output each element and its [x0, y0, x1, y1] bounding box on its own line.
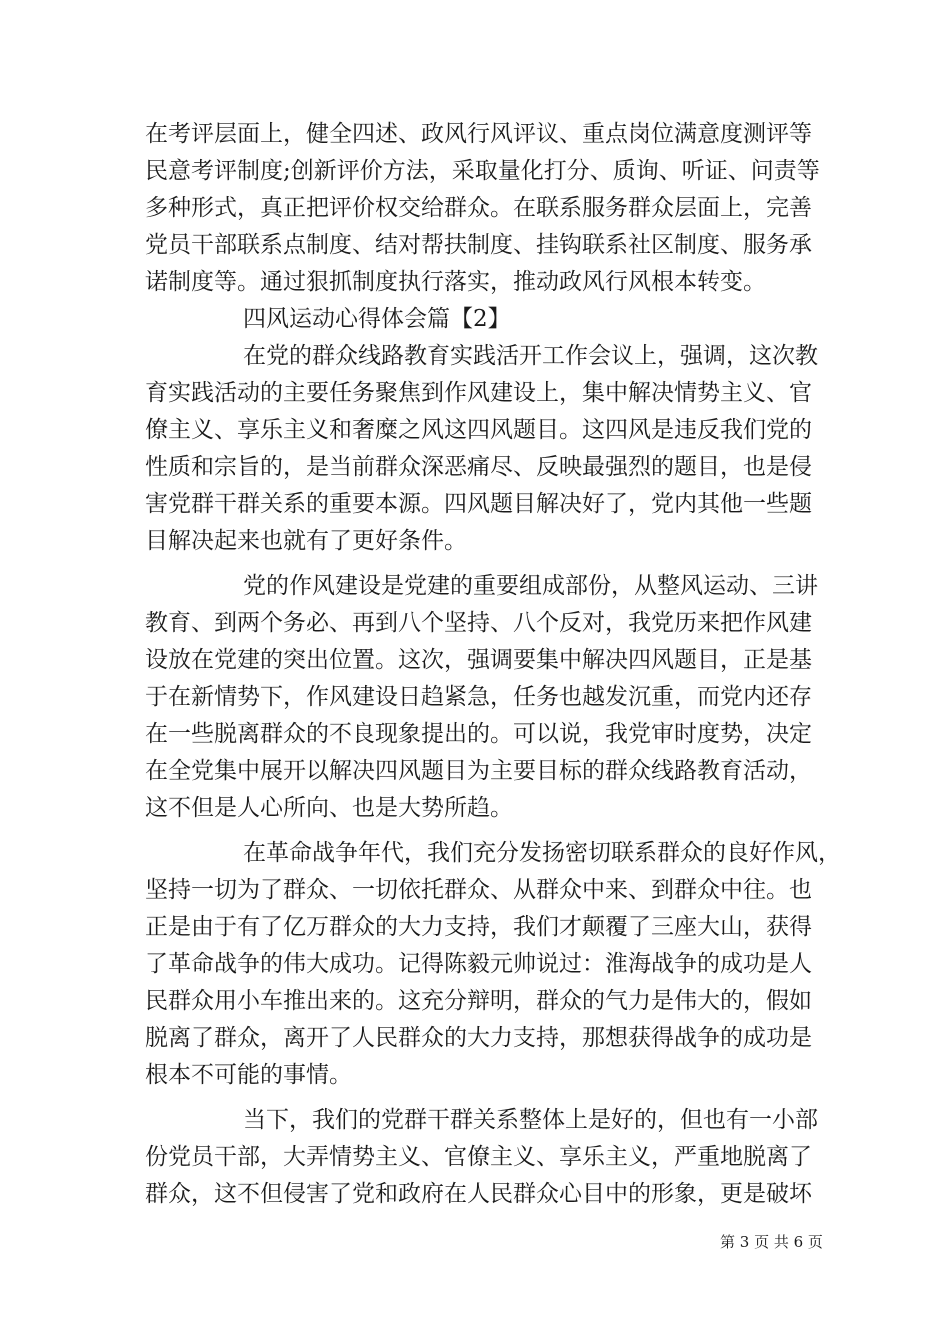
paragraph	[145, 116, 820, 301]
text-line: 正是由于有了亿万群众的大力支持，我们才颠覆了三座大山，获得	[145, 914, 812, 940]
text-line: 僚主义、享乐主义和奢糜之风这四风题目。这四风是违反我们党的	[145, 417, 812, 443]
paragraph	[145, 1102, 818, 1213]
text-line: 民群众用小车推出来的。这充分辩明，群众的气力是伟大的，假如	[145, 988, 812, 1014]
text-line: 诺制度等。通过狠抓制度执行落实，推动政风行风根本转变。	[145, 269, 766, 295]
text-line: 根本不可能的事情。	[145, 1062, 352, 1088]
page-number: 第 3 页 共 6 页	[720, 1233, 823, 1251]
paragraph	[145, 338, 818, 560]
section-heading: 四风运动心得体会篇【2】	[243, 306, 511, 332]
text-line: 目解决起来也就有了更好条件。	[145, 528, 467, 554]
text-line: 在党的群众线路教育实践活开工作会议上，强调，这次教	[243, 343, 818, 369]
text-line: 民意考评制度;创新评价方法，采取量化打分、质询、听证、问责等	[145, 158, 820, 184]
text-line: 坚持一切为了群众、一切依托群众、从群众中来、到群众中往。也	[145, 877, 812, 903]
paragraph-spacer	[145, 560, 810, 568]
paragraph	[145, 568, 818, 827]
text-line: 脱离了群众，离开了人民群众的大力支持，那想获得战争的成功是	[145, 1025, 812, 1051]
text-line: 于在新情势下，作风建设日趋紧急，任务也越发沉重，而党内还存	[145, 684, 812, 710]
paragraph	[145, 835, 841, 1094]
text-line: 在考评层面上，健全四述、政风行风评议、重点岗位满意度测评等	[145, 121, 812, 147]
text-line: 在革命战争年代，我们充分发扬密切联系群众的良好作风，	[243, 840, 841, 866]
text-line: 设放在党建的突出位置。这次，强调要集中解决四风题目，正是基	[145, 647, 812, 673]
text-line: 群众，这不但侵害了党和政府在人民群众心目中的形象，更是破坏	[145, 1181, 812, 1207]
text-line: 多种形式，真正把评价权交给群众。在联系服务群众层面上，完善	[145, 195, 812, 221]
text-line: 害党群干群关系的重要本源。四风题目解决好了，党内其他一些题	[145, 491, 812, 517]
text-line: 党员干部联系点制度、结对帮扶制度、挂钩联系社区制度、服务承	[145, 232, 812, 258]
text-line: 育实践活动的主要任务聚焦到作风建设上，集中解决情势主义、官	[145, 380, 812, 406]
text-line: 教育、到两个务必、再到八个坚持、八个反对，我党历来把作风建	[145, 610, 812, 636]
document-body	[145, 116, 841, 1213]
text-line: 在全党集中展开以解决四风题目为主要目标的群众线路教育活动，	[145, 758, 812, 784]
text-line: 性质和宗旨的，是当前群众深恶痛尽、反映最强烈的题目，也是侵	[145, 454, 812, 480]
text-line: 党的作风建设是党建的重要组成部份，从整风运动、三讲	[243, 573, 818, 599]
text-line: 份党员干部，大弄情势主义、官僚主义、享乐主义，严重地脱离了	[145, 1144, 812, 1170]
text-line: 这不但是人心所向、也是大势所趋。	[145, 795, 513, 821]
paragraph-spacer	[145, 827, 810, 835]
paragraph-spacer	[145, 1094, 810, 1102]
text-line: 在一些脱离群众的不良现象提出的。可以说，我党审时度势，决定	[145, 721, 812, 747]
text-line: 当下，我们的党群干群关系整体上是好的，但也有一小部	[243, 1107, 818, 1133]
text-line: 了革命战争的伟大成功。记得陈毅元帅说过：淮海战争的成功是人	[145, 951, 812, 977]
